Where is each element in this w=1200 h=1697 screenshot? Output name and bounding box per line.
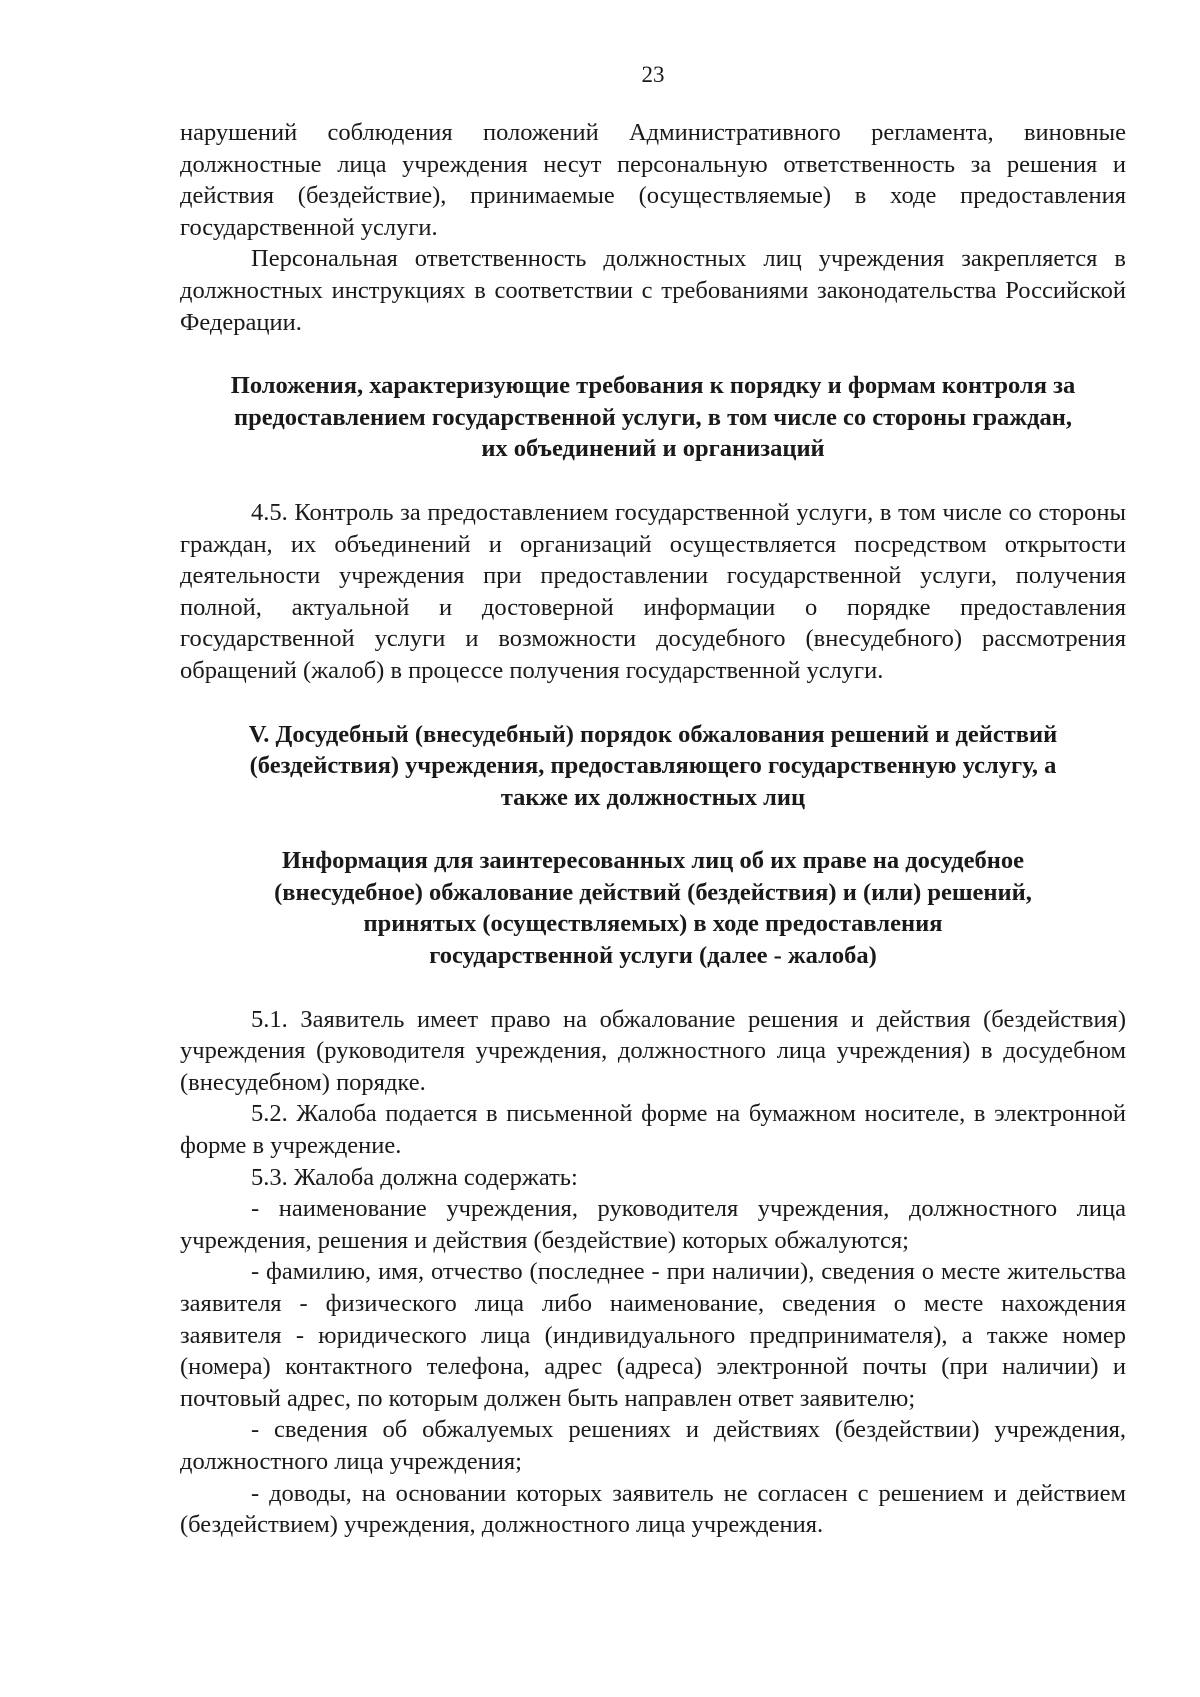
heading-information-for-persons — [180, 845, 1126, 971]
section-gap — [180, 972, 1126, 1004]
heading-line: также их должностных лиц — [500, 783, 806, 811]
heading-line: (бездействия) учреждения, предоставляющего государственную услугу, а — [249, 752, 1057, 780]
heading-line: их объединений и организаций — [481, 435, 825, 463]
heading-section-v — [180, 719, 1126, 814]
paragraph-5-1: 5.1. Заявитель имеет право на обжалование решения и действия (бездействия) учреждения (руководителя учреждения, должностного лица учреждения) в досудебном (внесудебном) порядке. — [180, 1005, 1126, 1096]
heading-control-requirements — [180, 370, 1126, 465]
page-number: 23 — [641, 62, 665, 87]
heading-line: Положения, характеризующие требования к порядку и формам контроля за — [230, 372, 1076, 400]
section-gap — [180, 338, 1126, 370]
section-gap — [180, 687, 1126, 719]
list-item-institution-name: - наименование учреждения, руководителя учреждения, должностного лица учреждения, решения и действия (бездействие) которых обжалуются; — [180, 1195, 1126, 1254]
heading-line: V. Досудебный (внесудебный) порядок обжалования решений и действий — [248, 720, 1058, 748]
list-item-applicant-details: - фамилию, имя, отчество (последнее - при наличии), сведения о месте жительства заявителя - физического лица либо наименование, сведения о месте нахождения заявителя - юридического лица (индивидуального предпринимателя), а также номер (номера) контактного телефона, адрес (адреса) электронной почты (при наличии) и почтовый адрес, по которым должен быть направлен ответ заявителю; — [180, 1258, 1126, 1412]
paragraph-5-3: 5.3. Жалоба должна содержать: — [251, 1163, 578, 1191]
heading-line: (внесудебное) обжалование действий (бездействия) и (или) решений, — [274, 878, 1032, 906]
page-content — [180, 117, 1126, 1541]
list-item-appealed-decisions: - сведения об обжалуемых решениях и действиях (бездействии) учреждения, должностного лица учреждения; — [180, 1416, 1126, 1475]
paragraph-liability: нарушений соблюдения положений Административного регламента, виновные должностные лица учреждения несут персональную ответственность за решения и действия (бездействие), принимаемые (осуществляемые) в ходе предоставления государственной услуги. — [180, 119, 1126, 241]
paragraph-5-2: 5.2. Жалоба подается в письменной форме на бумажном носителе, в электронной форме в учреждение. — [180, 1100, 1126, 1160]
paragraph-personal-responsibility: Персональная ответственность должностных лиц учреждения закрепляется в должностных инструкциях в соответствии с требованиями законодательства Российской Федерации. — [180, 245, 1126, 336]
heading-line: Информация для заинтересованных лиц об их праве на досудебное — [282, 847, 1024, 875]
heading-line: предоставлением государственной услуги, в том числе со стороны граждан, — [234, 403, 1072, 431]
paragraph-4-5: 4.5. Контроль за предоставлением государственной услуги, в том числе со стороны граждан, их объединений и организаций осуществляется посредством открытости деятельности учреждения при предоставлении государственной услуги, получения полной, актуальной и достоверной информации о порядке предоставления государственной услуги и возможности досудебного (внесудебного) рассмотрения обращений (жалоб) в процессе получения государственной услуги. — [180, 498, 1126, 684]
heading-line: государственной услуги (далее - жалоба) — [429, 942, 877, 970]
section-gap — [180, 465, 1126, 497]
section-gap — [180, 813, 1126, 845]
heading-line: принятых (осуществляемых) в ходе предоставления — [363, 910, 943, 938]
list-item-arguments: - доводы, на основании которых заявитель не согласен с решением и действием (бездействием) учреждения, должностного лица учреждения. — [180, 1479, 1126, 1539]
